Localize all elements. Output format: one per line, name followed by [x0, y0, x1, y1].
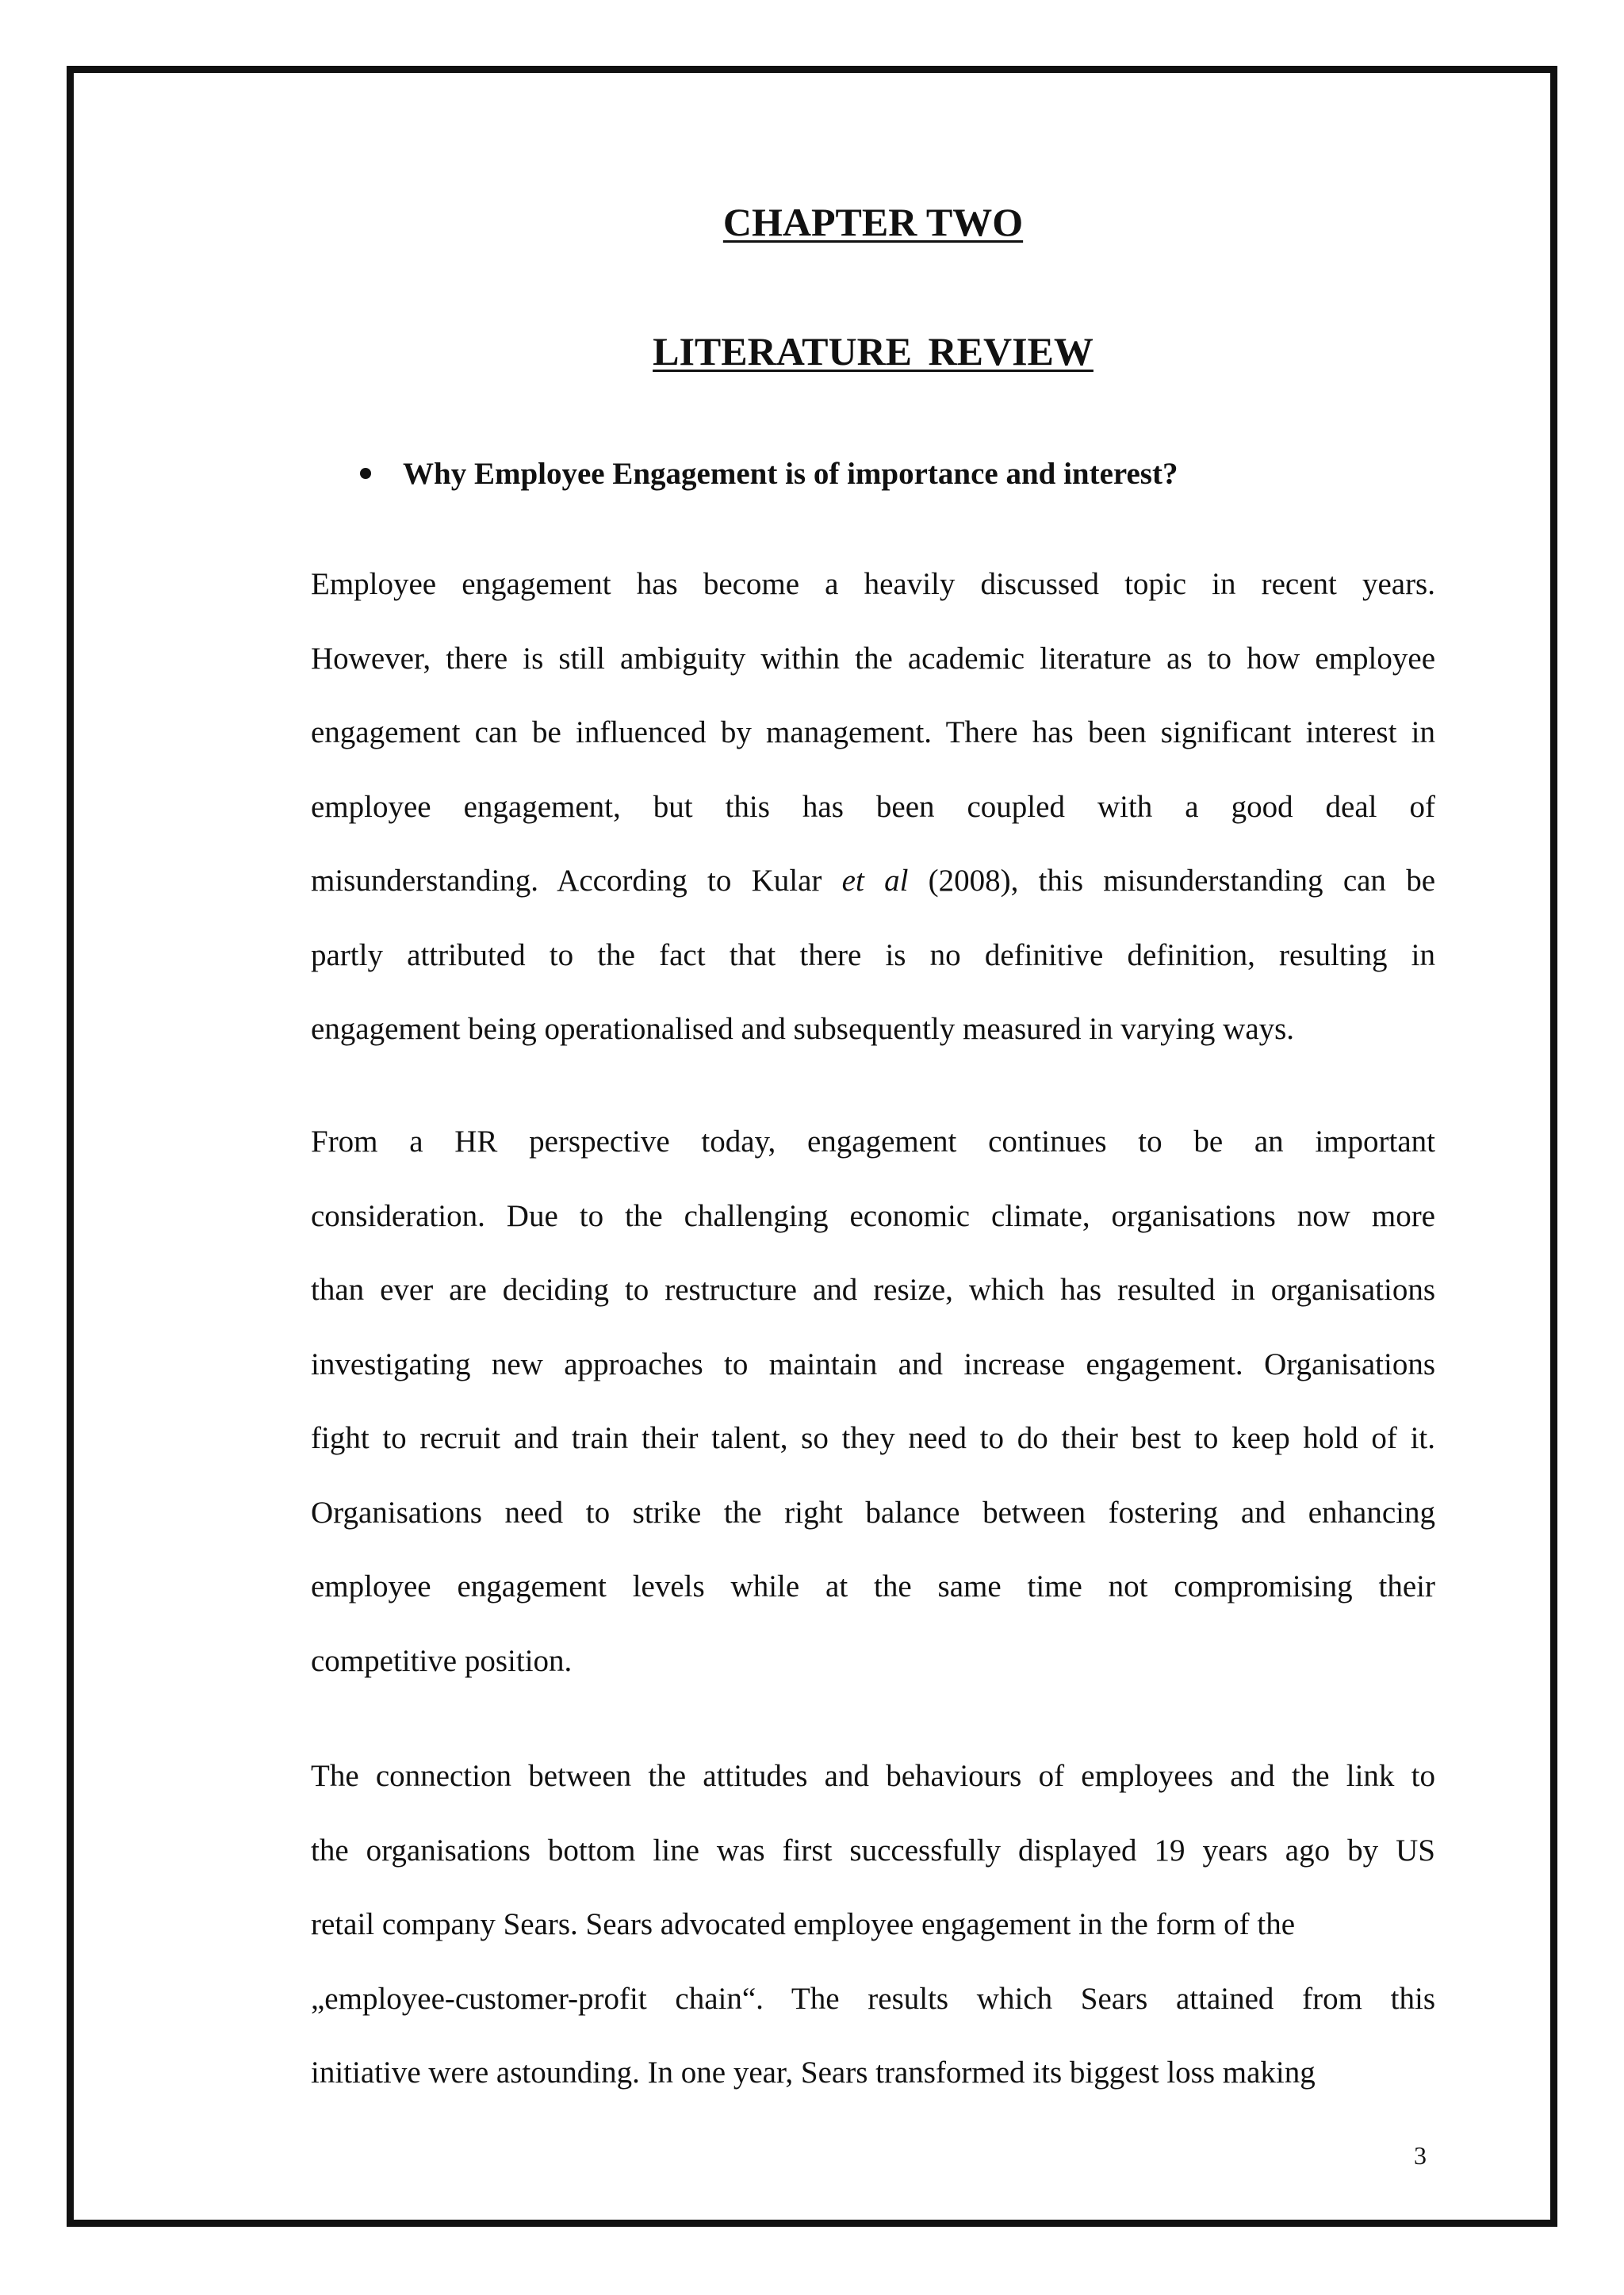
paragraph-line: employee engagement levels while at the same time not compromising their — [311, 1569, 1435, 1603]
paragraph-line: „employee-customer-profit chain“. The results which Sears attained from this — [311, 1981, 1435, 2016]
paragraph-line: the organisations bottom line was first successfully displayed 19 years ago by US — [311, 1833, 1435, 1868]
paragraph-line: fight to recruit and train their talent, so they need to do their best to keep hold of it. — [311, 1421, 1435, 1455]
citation-text-before: misunderstanding. According to Kular — [311, 864, 842, 898]
paragraph-line: Organisations need to strike the right balance between fostering and enhancing — [311, 1495, 1435, 1530]
paragraph-line: than ever are deciding to restructure and resize, which has resulted in organisations — [311, 1273, 1435, 1307]
paragraph-line: employee engagement, but this has been coupled with a good deal of — [311, 789, 1435, 824]
paragraph-3 — [311, 1739, 1435, 2110]
citation-et-al: et al — [841, 864, 909, 898]
paragraph-line: From a HR perspective today, engagement continues to be an important — [311, 1125, 1435, 1159]
section-title: LITERATURE REVIEW — [653, 329, 1094, 374]
paragraph-line: The connection between the attitudes and behaviours of employees and the link to — [311, 1759, 1435, 1793]
bullet-question — [360, 458, 1391, 489]
paragraph-1 — [311, 547, 1435, 1067]
paragraph-line: engagement being operationalised and subsequently measured in varying ways. — [311, 1012, 1295, 1046]
paragraph-line: Employee engagement has become a heavily discussed topic in recent years. — [311, 567, 1435, 601]
paragraph-line: initiative were astounding. In one year, Sears transformed its biggest loss making — [311, 2056, 1316, 2090]
paragraph-line: competitive position. — [311, 1643, 573, 1678]
chapter-heading: CHAPTER TWO — [722, 200, 1024, 244]
paragraph-line: engagement can be influenced by management. There has been significant interest in — [311, 715, 1435, 749]
paragraph-line: partly attributed to the fact that there is no definitive definition, resulting in — [311, 937, 1435, 972]
paragraph-2 — [311, 1105, 1435, 1698]
paragraph-line: retail company Sears. Sears advocated employee engagement in the form of the — [311, 1907, 1296, 1941]
bullet-question-text: Why Employee Engagement is of importance and interest? — [403, 457, 1178, 491]
paragraph-line: consideration. Due to the challenging economic climate, organisations now more — [311, 1198, 1435, 1233]
paragraph-line: However, there is still ambiguity within the academic literature as to how employee — [311, 641, 1435, 676]
page-number: 3 — [1414, 2141, 1427, 2170]
citation-text-after: (2008), this misunderstanding can be — [908, 864, 1436, 898]
paragraph-line: investigating new approaches to maintain and increase engagement. Organisations — [311, 1347, 1435, 1381]
paragraph-line-citation — [311, 844, 1435, 918]
bullet-icon — [360, 468, 371, 479]
